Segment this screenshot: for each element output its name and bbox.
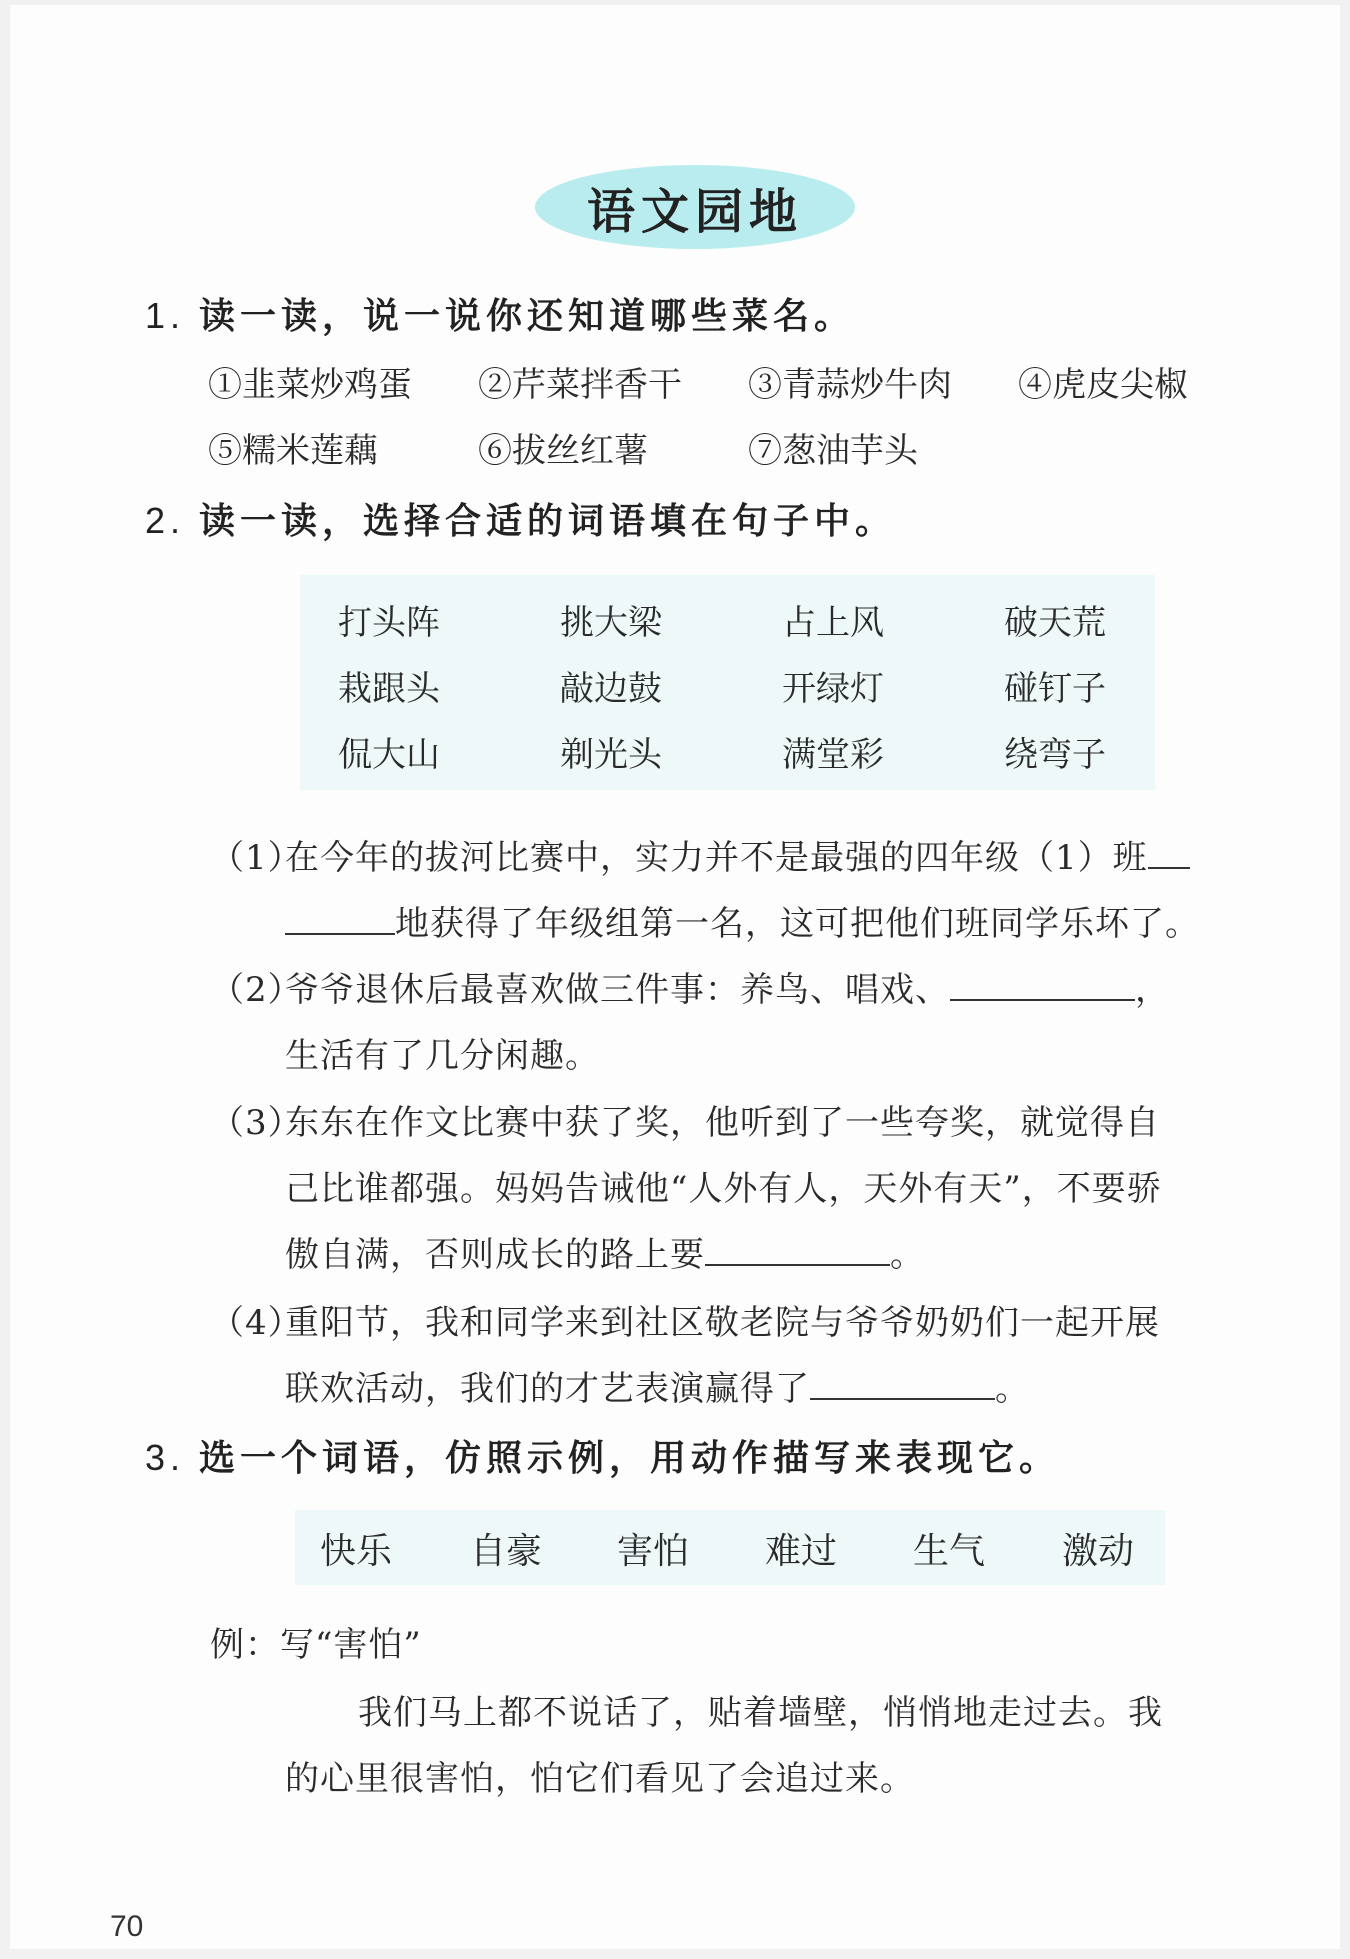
fill-blank[interactable]	[1148, 837, 1190, 869]
example-text-line-2: 的心里很害怕，怕它们看见了会追过来。	[285, 1759, 915, 1799]
fill-blank[interactable]	[285, 903, 395, 935]
section-title-banner	[535, 165, 855, 249]
question-text: 读一读，选择合适的词语填在句子中。	[199, 500, 897, 542]
dish-item: ④虎皮尖椒	[1018, 365, 1188, 405]
emotion-word: 快乐	[320, 1531, 393, 1572]
sentence-text: 己比谁都强。妈妈告诫他“人外有人，天外有天”，不要骄	[285, 1169, 1162, 1209]
question-text: 选一个词语，仿照示例，用动作描写来表现它。	[199, 1437, 1061, 1479]
sentence-4-line-1	[210, 1295, 1160, 1344]
question-2-heading	[145, 493, 896, 544]
idiom-word: 占上风	[782, 603, 884, 643]
sentence-text: 。	[890, 1235, 925, 1275]
idiom-word: 剃光头	[560, 735, 662, 775]
sentence-1-line-1	[210, 830, 1190, 879]
sentence-text: 地获得了年级组第一名，这可把他们班同学乐坏了。	[395, 904, 1200, 944]
idiom-word: 满堂彩	[782, 735, 884, 775]
sentence-index: （4）	[210, 1303, 303, 1343]
idiom-word: 侃大山	[338, 735, 440, 775]
sentence-text: 联欢活动，我们的才艺表演赢得了	[285, 1369, 810, 1409]
sentence-index: （2）	[210, 970, 303, 1010]
idiom-word: 破天荒	[1004, 603, 1106, 643]
fill-blank[interactable]	[705, 1234, 890, 1266]
sentence-text: 重阳节，我和同学来到社区敬老院与爷爷奶奶们一起开展	[285, 1303, 1160, 1343]
dish-item: ①韭菜炒鸡蛋	[208, 365, 412, 405]
sentence-text: 。	[995, 1369, 1030, 1409]
sentence-text: 东东在作文比赛中获了奖，他听到了一些夸奖，就觉得自	[285, 1103, 1160, 1143]
sentence-text: ，	[1135, 970, 1170, 1010]
question-1-heading	[145, 288, 855, 339]
fill-blank[interactable]	[810, 1368, 995, 1400]
sentence-text: 爷爷退休后最喜欢做三件事：养鸟、唱戏、	[285, 970, 950, 1010]
section-title: 语文园地	[586, 183, 803, 240]
example-text-line-1: 我们马上都不说话了，贴着墙壁，悄悄地走过去。我	[358, 1693, 1163, 1733]
question-number: 1.	[145, 295, 186, 336]
idiom-word: 敲边鼓	[560, 669, 662, 709]
textbook-page	[10, 5, 1340, 1949]
dish-item: ③青蒜炒牛肉	[748, 365, 952, 405]
question-3-heading	[145, 1430, 1060, 1481]
dish-item: ②芹菜拌香干	[478, 365, 682, 405]
question-number: 2.	[145, 500, 186, 541]
emotion-word: 激动	[1062, 1531, 1135, 1572]
dish-item: ⑤糯米莲藕	[208, 431, 378, 471]
sentence-2-line-2	[285, 1028, 600, 1077]
sentence-index: （1）	[210, 838, 303, 878]
page-number: 70	[110, 1910, 144, 1943]
emotion-word: 难过	[765, 1531, 838, 1572]
sentence-text: 傲自满，否则成长的路上要	[285, 1235, 705, 1275]
sentence-3-line-1	[210, 1095, 1160, 1144]
emotion-word: 自豪	[470, 1531, 543, 1572]
emotion-word-bank	[295, 1510, 1165, 1585]
fill-blank[interactable]	[950, 969, 1135, 1001]
idiom-word: 碰钉子	[1004, 669, 1106, 709]
dish-item: ⑥拔丝红薯	[478, 431, 648, 471]
sentence-text: 在今年的拔河比赛中，实力并不是最强的四年级（1）班	[285, 838, 1148, 878]
idiom-word: 挑大梁	[560, 603, 662, 643]
sentence-3-line-3	[285, 1227, 925, 1276]
sentence-1-line-2	[285, 896, 1200, 945]
idiom-word: 开绿灯	[782, 669, 884, 709]
sentence-4-line-2	[285, 1361, 1030, 1410]
sentence-text: 生活有了几分闲趣。	[285, 1036, 600, 1076]
sentence-3-line-2	[285, 1161, 1162, 1210]
question-text: 读一读，说一说你还知道哪些菜名。	[199, 295, 856, 337]
example-label: 例：写“害怕”	[210, 1625, 422, 1665]
emotion-word: 生气	[913, 1531, 986, 1572]
sentence-2-line-1	[210, 962, 1170, 1011]
question-number: 3.	[145, 1437, 186, 1478]
dish-item: ⑦葱油芋头	[748, 431, 918, 471]
idiom-word: 绕弯子	[1004, 735, 1106, 775]
sentence-index: （3）	[210, 1103, 303, 1143]
idiom-word: 打头阵	[338, 603, 440, 643]
idiom-word: 栽跟头	[338, 669, 440, 709]
emotion-word: 害怕	[617, 1531, 690, 1572]
